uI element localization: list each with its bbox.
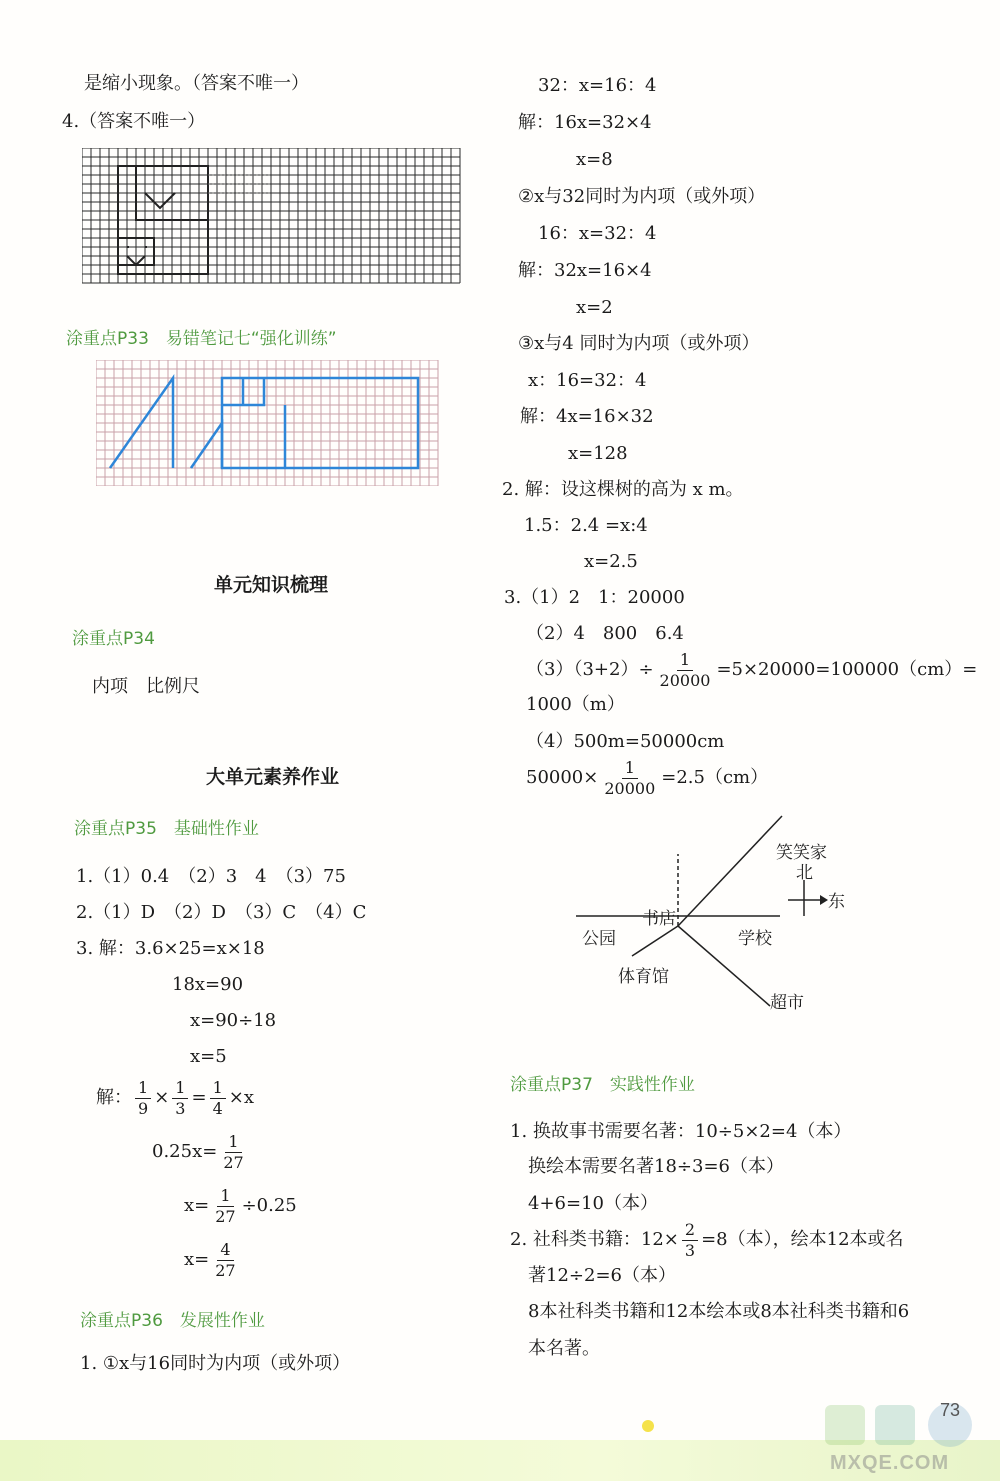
answer-line: 换绘本需要名著18÷3=6（本） <box>528 1156 784 1177</box>
equation-line: 解：16x=32×4 <box>518 112 652 133</box>
section-p35: 涂重点P35 基础性作业 <box>74 819 259 839</box>
op: ×x <box>228 1087 254 1108</box>
section-p37: 涂重点P37 实践性作业 <box>510 1075 695 1095</box>
rhs: =2.5（cm） <box>661 767 769 788</box>
map-label: 体育馆 <box>618 967 669 987</box>
num: 1 <box>172 1078 188 1099</box>
num: 2 <box>682 1220 698 1241</box>
map-label: 北 <box>796 863 813 883</box>
watermark-text: MXQE.COM <box>830 1452 950 1474</box>
num: 4 <box>217 1240 233 1261</box>
equation-line: x=2.5 <box>584 551 638 572</box>
equation-line: 解：32x=16×4 <box>518 260 652 281</box>
rhs: =5×20000=100000（cm）= <box>716 659 978 680</box>
decorative-dot <box>642 1420 654 1432</box>
equation-line: x=5 <box>190 1046 227 1067</box>
lhs: 0.25x= <box>152 1141 218 1162</box>
fraction-equation <box>184 1238 242 1282</box>
den: 4 <box>212 1098 223 1118</box>
fraction-equation <box>184 1184 297 1228</box>
equation-line: x：16=32：4 <box>528 370 647 391</box>
op: = <box>191 1087 207 1108</box>
fraction <box>210 1078 226 1119</box>
grid-figure-2 <box>96 360 446 486</box>
section-p33: 涂重点P33 易错笔记七“强化训练” <box>66 329 337 349</box>
fraction-equation <box>526 756 768 800</box>
fraction-equation <box>96 1076 254 1120</box>
lhs: 50000× <box>526 767 599 788</box>
answer-line: 1. ①x与16同时为内项（或外项） <box>80 1353 351 1374</box>
answer-line: 2. 解：设这棵树的高为 x m。 <box>502 479 744 500</box>
fraction-equation <box>152 1130 250 1174</box>
answer-line: 3.（1）2 1：20000 <box>504 587 685 608</box>
equation-line: x=8 <box>576 149 613 170</box>
lhs: 2. 社科类书籍：12× <box>510 1229 679 1250</box>
answer-line: 本名著。 <box>528 1338 600 1359</box>
rhs: =8（本），绘本12本或名 <box>701 1229 904 1250</box>
answer-line: 1.（1）0.4 （2）3 4 （3）75 <box>76 866 346 887</box>
den: 20000 <box>604 778 656 798</box>
answer-line: 3. 解：3.6×25=x×18 <box>76 938 265 959</box>
num: 1 <box>677 650 693 671</box>
fraction <box>212 1240 238 1281</box>
lhs: x= <box>184 1195 210 1216</box>
map-label: 公园 <box>582 929 616 949</box>
equation-line: x=2 <box>576 297 613 318</box>
answer-line: 2.（1）D （2）D （3）C （4）C <box>76 902 367 923</box>
map-label: 超市 <box>770 993 804 1013</box>
section-p36: 涂重点P36 发展性作业 <box>80 1311 265 1331</box>
map-label: 东 <box>828 892 845 912</box>
den: 20000 <box>659 670 711 690</box>
lhs: （3）（3+2）÷ <box>526 659 654 680</box>
map-diagram <box>560 810 860 1020</box>
den: 9 <box>138 1098 149 1118</box>
answer-line: 1. 换故事书需要名著：10÷5×2=4（本） <box>510 1121 852 1142</box>
text-line: 内项 比例尺 <box>92 676 200 697</box>
den: 27 <box>215 1260 236 1280</box>
equation-line: 32：x=16：4 <box>538 75 657 96</box>
fraction <box>212 1186 238 1227</box>
text-line: 是缩小现象。（答案不唯一） <box>84 73 309 94</box>
equation-line: 解：4x=16×32 <box>520 406 654 427</box>
page-number: 73 <box>940 1400 961 1420</box>
answer-line: 8本社科类书籍和12本绘本或8本社科类书籍和6 <box>528 1301 910 1322</box>
map-label: 学校 <box>738 929 772 949</box>
den: 27 <box>215 1206 236 1226</box>
num: 1 <box>225 1132 241 1153</box>
op: × <box>154 1087 170 1108</box>
num: 1 <box>217 1186 233 1207</box>
answer-line: ③x与4 同时为内项（或外项） <box>518 333 760 354</box>
den: 27 <box>223 1152 244 1172</box>
fraction <box>682 1220 698 1261</box>
answer-line: 4+6=10（本） <box>528 1193 658 1214</box>
answer-line: 著12÷2=6（本） <box>528 1265 676 1286</box>
den: 3 <box>175 1098 186 1118</box>
equation-line: x=128 <box>568 443 628 464</box>
equation-line: 18x=90 <box>172 974 244 995</box>
heading-unit-review: 单元知识梳理 <box>214 574 329 596</box>
num: 1 <box>622 758 638 779</box>
fraction <box>220 1132 246 1173</box>
section-p34: 涂重点P34 <box>72 629 155 649</box>
num: 1 <box>210 1078 226 1099</box>
fraction <box>657 650 714 691</box>
num: 1 <box>135 1078 151 1099</box>
equation-line: 16：x=32：4 <box>538 223 657 244</box>
den: 3 <box>684 1240 696 1260</box>
rhs: ÷0.25 <box>241 1195 297 1216</box>
grid-figure-1 <box>82 148 462 288</box>
fraction-equation <box>510 1218 904 1262</box>
answer-line: ②x与32同时为内项（或外项） <box>518 186 766 207</box>
label: 解： <box>96 1087 132 1108</box>
answer-line: （2）4 800 6.4 <box>526 623 684 644</box>
equation-line: 1.5：2.4 =x:4 <box>524 515 648 536</box>
answer-line: 1000（m） <box>526 694 625 715</box>
question-4: 4.（答案不唯一） <box>62 111 206 132</box>
answer-line: （4）500m=50000cm <box>526 731 725 752</box>
map-label: 笑笑家 <box>776 843 827 863</box>
lhs: x= <box>184 1249 210 1270</box>
heading-big-unit: 大单元素养作业 <box>206 766 340 788</box>
fraction <box>601 758 658 799</box>
fraction <box>172 1078 188 1119</box>
fraction <box>135 1078 151 1119</box>
map-label: 书店 <box>642 909 676 929</box>
fraction-equation <box>526 648 977 692</box>
equation-line: x=90÷18 <box>190 1010 277 1031</box>
